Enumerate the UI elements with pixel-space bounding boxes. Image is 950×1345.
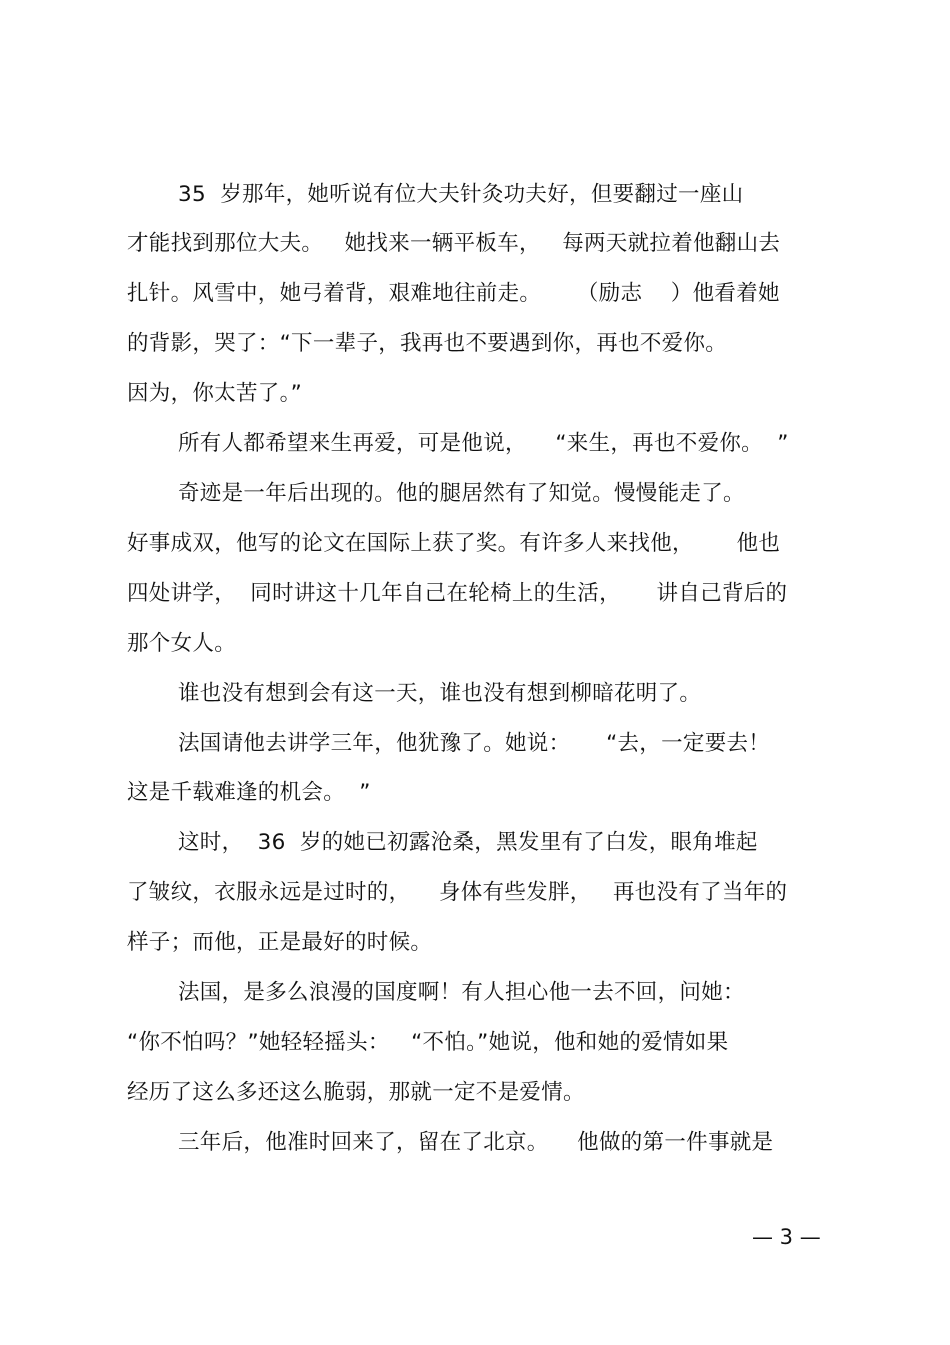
text-line-17: 法国，是多么浪漫的国度啊！有人担心他一去不回，问她： xyxy=(178,980,745,1005)
text-line-5: 因为，你太苦了。” xyxy=(127,381,303,406)
text-line-9: 四处讲学， 同时讲这十几年自己在轮椅上的生活， 讲自己背后的 xyxy=(127,581,788,606)
text-line-4: 的背影，哭了：“下一辈子，我再也不要遇到你，再也不爱你。 xyxy=(127,331,728,356)
text-line-13: 这是千载难逢的机会。 ” xyxy=(127,780,371,805)
text-line-7: 奇迹是一年后出现的。他的腿居然有了知觉。慢慢能走了。 xyxy=(178,481,745,506)
text-line-14: 这时， 36 岁的她已初露沧桑，黑发里有了白发，眼角堆起 xyxy=(178,830,758,855)
text-line-8: 好事成双，他写的论文在国际上获了奖。有许多人来找他， 他也 xyxy=(127,531,781,556)
text-line-3: 扎针。风雪中，她弓着背，艰难地往前走。 （励志 ）他看着她 xyxy=(127,281,780,306)
text-line-19: 经历了这么多还这么脆弱，那就一定不是爱情。 xyxy=(127,1080,585,1105)
text-line-11: 谁也没有想到会有这一天，谁也没有想到柳暗花明了。 xyxy=(178,681,702,706)
text-line-12: 法国请他去讲学三年，他犹豫了。她说： “去，一定要去！ xyxy=(178,731,771,756)
text-line-1: 35 岁那年，她听说有位大夫针灸功夫好，但要翻过一座山 xyxy=(178,182,744,207)
text-line-20: 三年后，他准时回来了，留在了北京。 他做的第一件事就是 xyxy=(178,1130,774,1155)
text-line-15: 了皱纹，衣服永远是过时的， 身体有些发胖， 再也没有了当年的 xyxy=(127,880,788,905)
text-line-16: 样子；而他，正是最好的时候。 xyxy=(127,930,433,955)
text-line-18: “你不怕吗？”她轻轻摇头： “不怕。”她说，他和她的爱情如果 xyxy=(127,1030,729,1055)
page-number: — 3 — xyxy=(752,1225,821,1249)
text-line-6: 所有人都希望来生再爱，可是他说， “来生，再也不爱你。 ” xyxy=(178,431,789,456)
text-line-2: 才能找到那位大夫。 她找来一辆平板车， 每两天就拉着他翻山去 xyxy=(127,231,781,256)
text-line-10: 那个女人。 xyxy=(127,631,237,656)
